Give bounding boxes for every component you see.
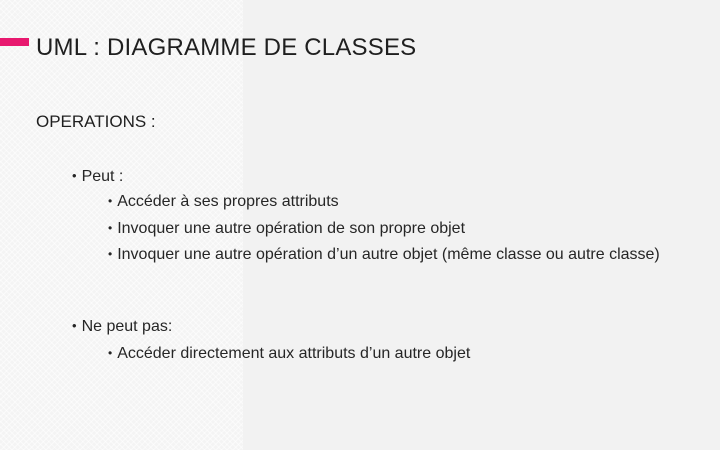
bullet-dot: • (108, 346, 113, 360)
bullet-text: Invoquer une autre opération d’un autre objet (même classe ou autre classe) (117, 246, 660, 263)
bullet-dot: • (108, 247, 113, 261)
bullet-level2-item (108, 218, 683, 240)
bullet-level1-cannot (72, 316, 172, 338)
bullet-text: Invoquer une autre opération de son propre objet (117, 220, 466, 237)
bullet-dot: • (108, 221, 113, 235)
bullet-text: Accéder directement aux attributs d’un autre objet (117, 345, 471, 362)
section-heading: OPERATIONS : (36, 112, 156, 131)
bullet-level2-item (108, 191, 683, 213)
bullet-level1-can (72, 166, 123, 188)
bullet-label: Peut : (81, 168, 124, 185)
bullet-dot: • (108, 194, 113, 208)
bullet-dot: • (72, 168, 77, 183)
slide-title: UML : DIAGRAMME DE CLASSES (36, 34, 417, 61)
bullet-level2-item (108, 343, 683, 365)
bullet-text: Accéder à ses propres attributs (117, 193, 339, 210)
accent-bar (0, 38, 29, 46)
bullet-label: Ne peut pas: (81, 318, 173, 335)
bullet-dot: • (72, 318, 77, 333)
bullet-level2-item (108, 244, 683, 266)
